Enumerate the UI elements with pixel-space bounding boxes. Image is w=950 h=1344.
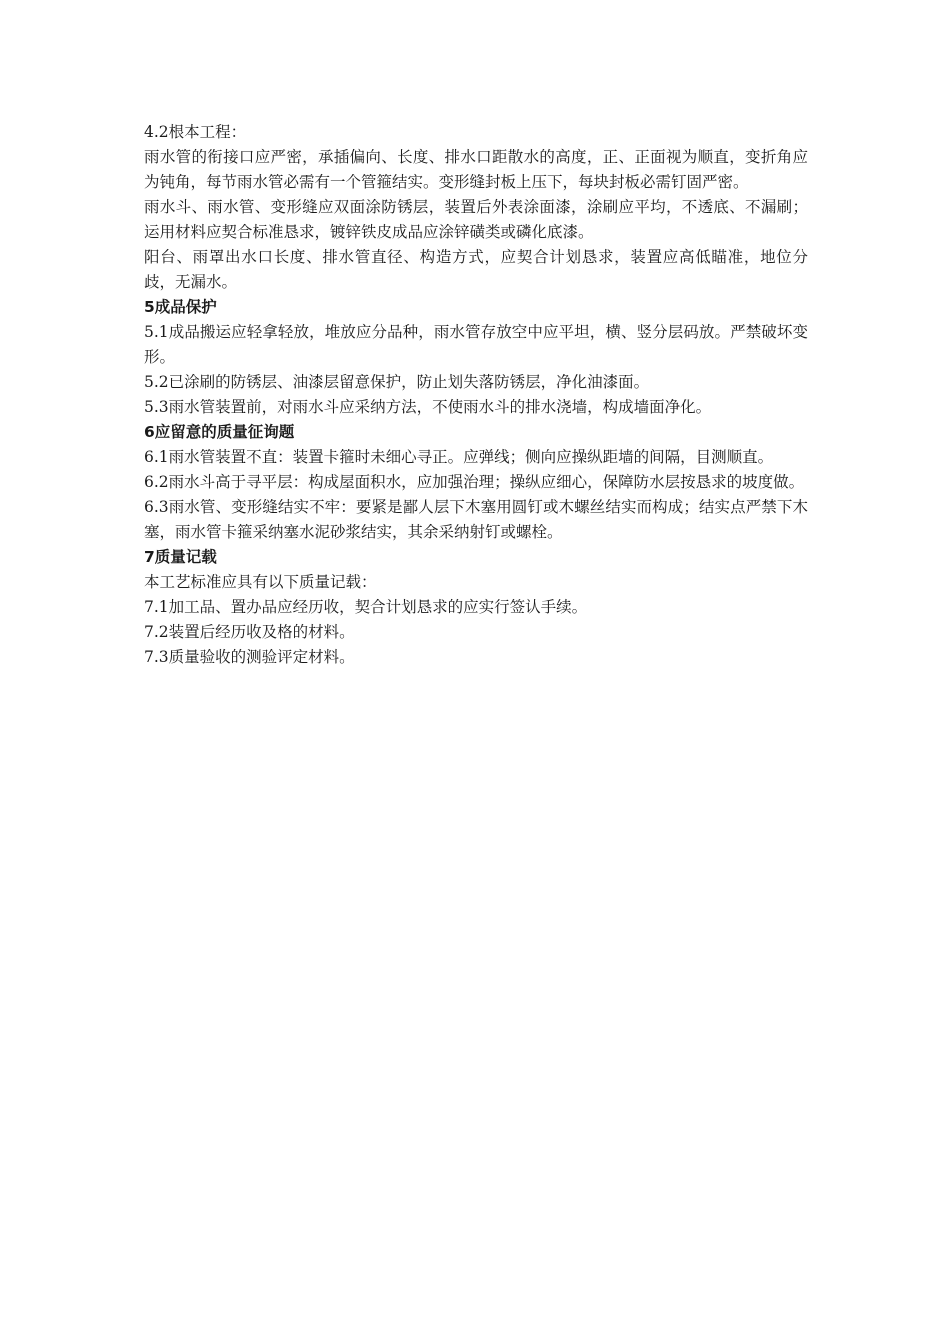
section-heading: 6应留意的质量征询题 [144,423,295,441]
paragraph: 5.3雨水管装置前，对雨水斗应采纳方法，不使雨水斗的排水浇墙，构成墙面净化。 [144,398,712,416]
paragraph: 雨水斗、雨水管、变形缝应双面涂防锈层，装置后外表涂面漆，涂刷应平均，不透底、不漏刷；运用材料应契合标准恳求，镀锌铁皮成品应涂锌磺类或磷化底漆。 [144,198,808,241]
paragraph: 雨水管的衔接口应严密，承插偏向、长度、排水口距散水的高度，正、正面视为顺直，变折角应为钝角，每节雨水管必需有一个管箍结实。变形缝封板上压下，每块封板必需钉固严密。 [144,148,808,191]
document-body [144,120,808,670]
section-heading: 5成品保护 [144,298,217,316]
paragraph: 7.2装置后经历收及格的材料。 [144,623,355,641]
paragraph: 5.2已涂刷的防锈层、油漆层留意保护，防止划失落防锈层，净化油漆面。 [144,373,650,391]
paragraph: 6.3雨水管、变形缝结实不牢：要紧是鄙人层下木塞用圆钉或木螺丝结实而构成；结实点严禁下木塞，雨水管卡箍采纳塞水泥砂浆结实，其余采纳射钉或螺栓。 [144,498,808,541]
subsection-title: 4.2根本工程： [144,123,247,141]
paragraph: 6.2雨水斗高于寻平层：构成屋面积水，应加强治理；操纵应细心，保障防水层按恳求的坡度做。 [144,473,805,491]
paragraph: 7.1加工品、置办品应经历收，契合计划恳求的应实行签认手续。 [144,598,588,616]
paragraph: 5.1成品搬运应轻拿轻放，堆放应分品种，雨水管存放空中应平坦，横、竖分层码放。严禁破坏变形。 [144,323,808,366]
paragraph: 7.3质量验收的测验评定材料。 [144,648,355,666]
paragraph: 阳台、雨罩出水口长度、排水管直径、构造方式，应契合计划恳求，装置应高低瞄准，地位分歧，无漏水。 [144,248,808,291]
paragraph: 本工艺标准应具有以下质量记载： [144,573,377,591]
section-heading: 7质量记载 [144,548,217,566]
paragraph: 6.1雨水管装置不直：装置卡箍时未细心寻正。应弹线；侧向应操纵距墙的间隔，目测顺直。 [144,448,774,466]
